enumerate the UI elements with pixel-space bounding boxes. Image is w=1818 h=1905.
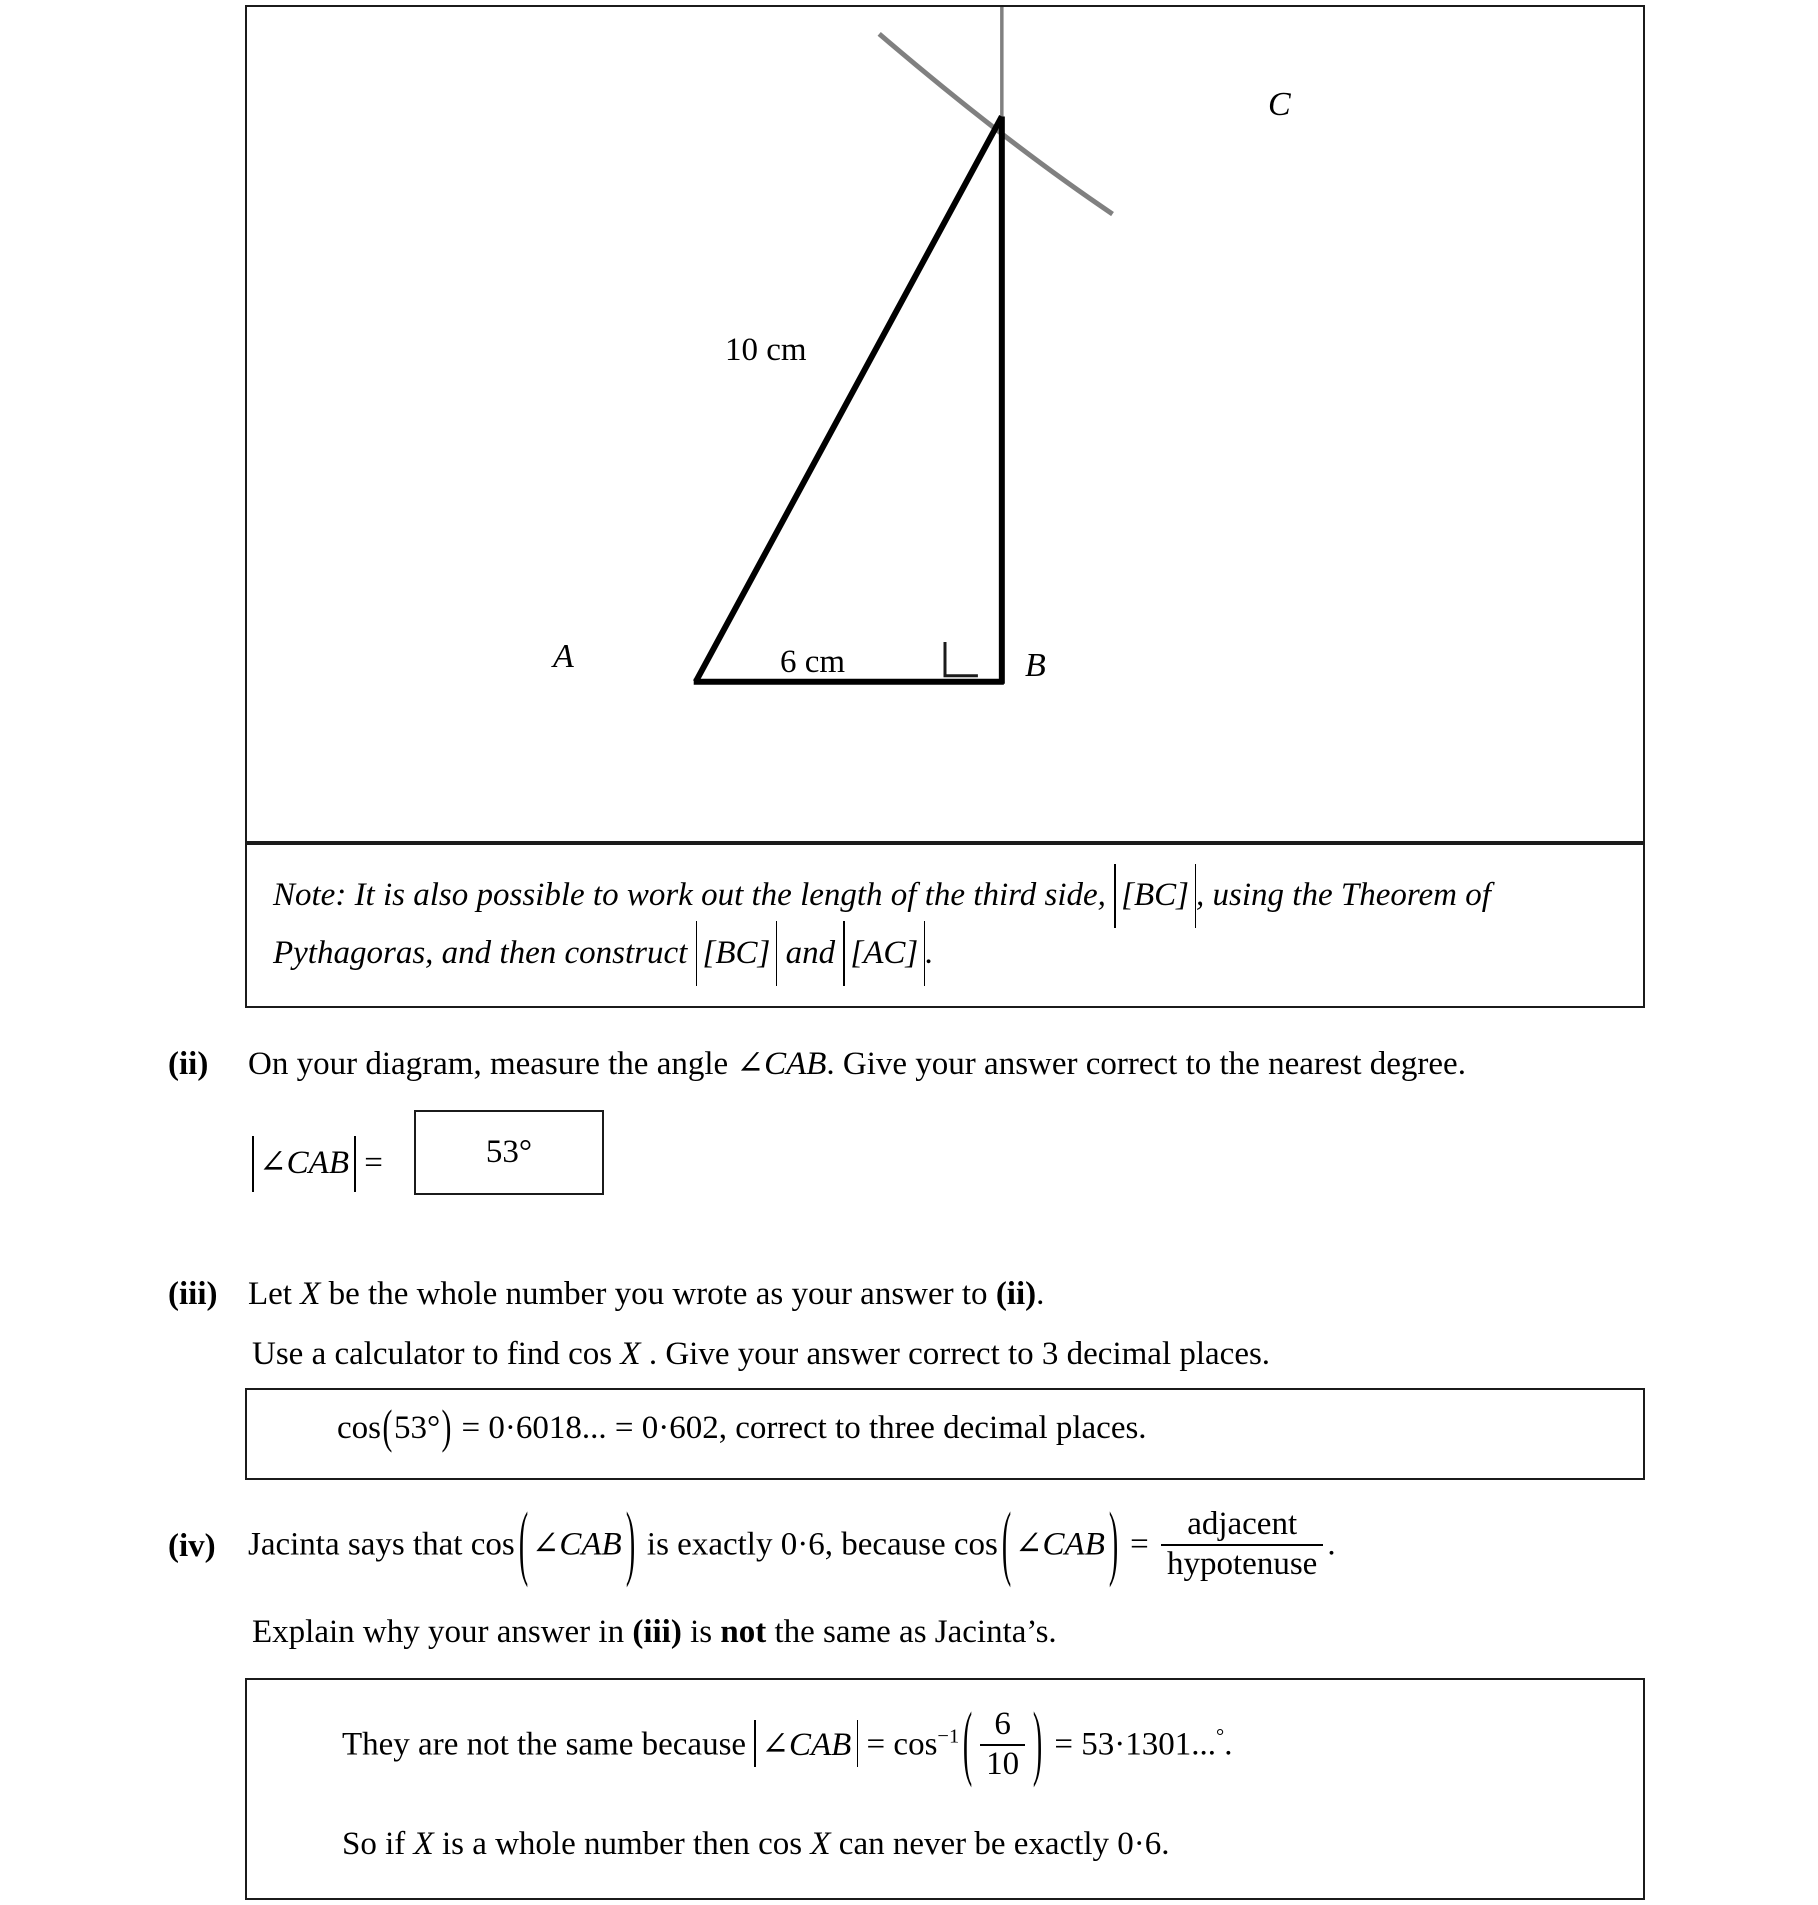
- fraction-denominator: 10: [980, 1744, 1025, 1784]
- part-iii-var-x-2: X: [620, 1336, 641, 1372]
- part-iv-answer-line-1: [247, 1680, 1643, 1791]
- question-part-iii-line1: [168, 1270, 1648, 1320]
- part-iv-ans1-end: .: [1224, 1726, 1233, 1763]
- triangle-construction-drawing: [247, 7, 1643, 841]
- part-iv-cos-1: cos: [470, 1526, 515, 1563]
- vertex-label-A: A: [553, 638, 574, 675]
- part-iii-ans-tail: , correct to three decimal places.: [718, 1410, 1147, 1446]
- part-ii-text: [248, 1040, 1648, 1090]
- note-line-1: [273, 867, 1617, 925]
- part-iv-text-2c: the same as Jacinta’s.: [766, 1614, 1057, 1650]
- part-iv-angle-2: ∠CAB: [1014, 1526, 1105, 1563]
- note-text-1b: , using the Theorem of: [1196, 877, 1491, 913]
- note-text-2a: Pythagoras, and then construct: [273, 934, 696, 971]
- paren-close-icon: ): [1032, 1698, 1043, 1791]
- part-iii-ans-val1: 0·6018...: [488, 1410, 607, 1446]
- note-panel: [245, 843, 1645, 1008]
- part-iii-ans-eq1: =: [453, 1410, 489, 1446]
- part-iv-ans2-var-1: X: [413, 1825, 434, 1862]
- part-iv-text-1a: Jacinta says that: [248, 1526, 471, 1563]
- part-ii-angle-bars: ∠CAB: [252, 1139, 356, 1189]
- part-iii-answer-text: [247, 1390, 1643, 1454]
- paren-open-icon: (: [962, 1698, 973, 1791]
- paren-open-icon: (: [518, 1498, 528, 1590]
- part-iv-ans2-cos: cos: [758, 1825, 803, 1862]
- question-part-iv-line2: [252, 1608, 1652, 1658]
- note-text-1a: : It is also possible to work out the length of the third side,: [335, 877, 1115, 913]
- note-text-2-end: .: [925, 934, 934, 971]
- part-iv-text-line2: [252, 1608, 1652, 1658]
- part-iv-ans1-eq2: =: [1046, 1726, 1082, 1763]
- part-ii-answer-value: 53°: [485, 1134, 533, 1170]
- note-text-2-and: and: [777, 934, 844, 971]
- fraction-numerator: adjacent: [1187, 1506, 1298, 1542]
- part-iii-ref-ii: (ii): [995, 1276, 1037, 1312]
- part-ii-text-b: . Give your answer correct to the nearest degree.: [826, 1046, 1466, 1082]
- question-part-ii: [168, 1040, 1648, 1090]
- part-iv-ans2-var-2: X: [810, 1825, 831, 1862]
- part-iv-text-1b: is exactly 0·6, because: [638, 1526, 954, 1563]
- part-iv-angle-1: ∠CAB: [531, 1526, 622, 1563]
- part-iii-tag: (iii): [168, 1276, 218, 1312]
- part-iii-text-line2: [252, 1330, 1652, 1380]
- part-iv-text-2b: is: [681, 1614, 721, 1650]
- paren-close-icon: ): [625, 1498, 635, 1590]
- part-iv-ans1-exponent: −1: [937, 1725, 960, 1748]
- side-length-label-hypotenuse: 10 cm: [725, 332, 807, 368]
- part-iii-ans-val2: 0·602: [641, 1410, 719, 1446]
- part-iii-answer-box[interactable]: [245, 1388, 1645, 1480]
- part-iii-text-2b: . Give your answer correct to 3 decimal places.: [640, 1336, 1271, 1372]
- fraction-numerator: 6: [994, 1706, 1011, 1742]
- part-iii-ans-arg: 53°: [394, 1410, 441, 1446]
- paren-close-icon: ): [1108, 1498, 1119, 1590]
- part-iii-ans-eq2: =: [606, 1410, 642, 1446]
- part-iv-ans1-degree: °: [1216, 1725, 1225, 1748]
- part-iii-text-1b: be the whole number you wrote as your answer to: [320, 1276, 996, 1312]
- part-iii-text-1a: Let: [248, 1276, 301, 1312]
- part-iv-ans1-eq1: =: [858, 1726, 894, 1763]
- part-iii-text-line1: [248, 1270, 1648, 1320]
- part-ii-answer-prefix: [252, 1127, 383, 1189]
- part-ii-equals: =: [355, 1145, 383, 1181]
- part-iv-cos-2: cos: [953, 1526, 998, 1563]
- paren-open-icon: (: [1001, 1498, 1012, 1590]
- part-ii-angle-expr: ∠CAB: [736, 1046, 827, 1082]
- side-AC: [696, 116, 1002, 681]
- note-lead-word: Note: [273, 877, 336, 913]
- part-iv-ans1-cos: cos: [893, 1726, 938, 1763]
- part-iv-text-2a: Explain why your answer in: [252, 1614, 633, 1650]
- note-segment-bc-2: [BC]: [696, 925, 778, 983]
- note-segment-ac: [AC]: [843, 925, 925, 983]
- question-part-iv-line1: [168, 1498, 1708, 1590]
- part-iv-ans1-angle: ∠CAB: [754, 1724, 858, 1764]
- part-iii-var-x-1: X: [300, 1276, 321, 1312]
- part-iv-ans1-a: They are not the same because: [342, 1726, 755, 1763]
- vertex-label-C: C: [1268, 86, 1291, 123]
- part-iii-text-1c: .: [1036, 1276, 1045, 1312]
- part-ii-answer-box[interactable]: [414, 1110, 604, 1195]
- side-length-label-base: 6 cm: [780, 644, 846, 680]
- part-iii-text-2a: Use a calculator to find: [252, 1336, 569, 1372]
- fraction-denominator: hypotenuse: [1161, 1544, 1323, 1584]
- part-iv-tag: (iv): [168, 1528, 216, 1565]
- part-iv-ans2-c: can never be exactly 0·6.: [830, 1825, 1170, 1862]
- part-iv-ans2-b: is a whole number then: [433, 1825, 759, 1862]
- part-iv-ans2-a: So if: [342, 1825, 414, 1862]
- part-ii-tag: (ii): [168, 1046, 209, 1082]
- part-iv-eq: =: [1121, 1526, 1157, 1563]
- part-iv-answer-line-2: [247, 1786, 1643, 1863]
- ratio-fraction: [1161, 1506, 1323, 1584]
- part-iv-ref-iii: (iii): [632, 1614, 682, 1650]
- part-ii-text-a: On your diagram, measure the angle: [248, 1046, 737, 1082]
- part-iv-answer-box[interactable]: [245, 1678, 1645, 1900]
- paren-open-icon: (: [382, 1401, 393, 1454]
- construction-figure-panel: [245, 5, 1645, 843]
- part-iv-ans1-fraction: [980, 1706, 1025, 1784]
- vertex-label-B: B: [1025, 647, 1046, 684]
- question-part-iii-line2: [252, 1330, 1652, 1380]
- right-angle-marker: [945, 642, 978, 676]
- part-iv-text-1end: .: [1327, 1526, 1336, 1563]
- part-iv-text-line1: [248, 1498, 1708, 1590]
- note-segment-bc-1: [BC]: [1114, 867, 1196, 925]
- part-iv-emph-not: not: [720, 1614, 767, 1650]
- note-line-2: [273, 925, 1617, 983]
- paren-close-icon: ): [441, 1401, 452, 1454]
- part-iii-cos: cos: [568, 1336, 613, 1372]
- part-iv-ans1-val: 53·1301...: [1081, 1726, 1217, 1763]
- part-ii-answer-row: [252, 1127, 383, 1189]
- part-iii-ans-cos: cos: [337, 1410, 381, 1446]
